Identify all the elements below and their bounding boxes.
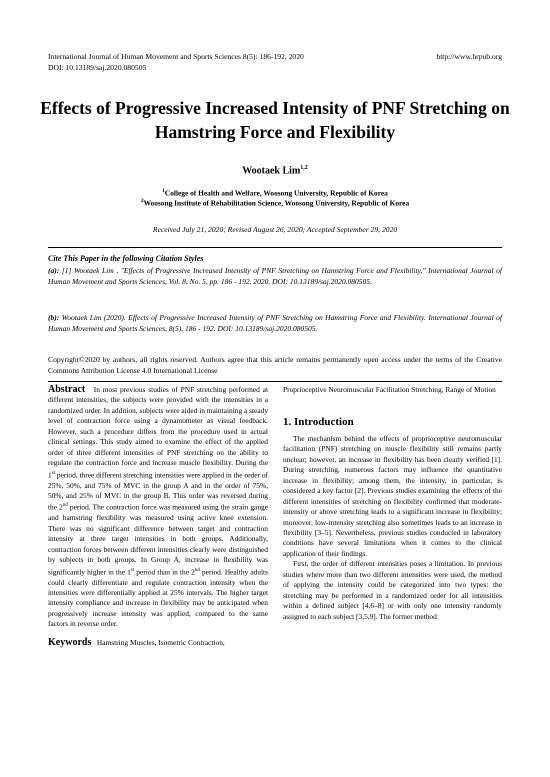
received-dates: Received July 21, 2020; Revised August 26, 2020; Accepted September 29, 2020 xyxy=(152,225,398,234)
divider-top xyxy=(48,247,502,248)
keywords-heading: Keywords xyxy=(48,636,92,648)
cite-heading: Cite This Paper in the following Citation Styles xyxy=(48,254,204,263)
journal-header: International Journal of Human Movement and Sports Sciences 8(5): 186-192, 2020 xyxy=(48,52,304,61)
affiliation-2 xyxy=(0,196,550,208)
doi-header: DOI: 10.13189/saj.2020.080505 xyxy=(48,63,147,72)
journal-url[interactable]: http://www.hrpub.org xyxy=(436,52,502,61)
abstract-text-1: In most previous studies of PNF stretching performed at different intensities, the subjects were provided with the intensities in a randomized order. In addition, subjects were aided in maintaining a steady level of contraction force using a dynamometer as visual feedback. However, such a procedure differs from the procedure used in actual clinical settings. This study aimed to examine the effect of the applied order of three different intensities of PNF stretching on the ability to regulate the contraction force and increase muscle flexibility. During the 1 xyxy=(48,385,269,480)
affiliation-1-text: College of Health and Welfare, Woosong University, Republic of Korea xyxy=(164,188,388,198)
cite-a-text: [1] Wootaek Lim , "Effects of Progressive Increased Intensity of PNF Stretching on Hamstring Force and Flexibility," International Journal of Human Movement and Sports Sciences, Vol. 8, No. 5, pp. 186 - 192, 2020. DOI: 10.13189/saj.2020.080505. xyxy=(48,266,503,286)
cite-a-label: (a): xyxy=(48,266,60,275)
affiliation-2-text: Woosong Institute of Rehabilitation Science, Woosong University, Republic of Korea xyxy=(143,198,410,208)
copyright-notice: Copyright©2020 by authors, all rights reserved. Authors agree that this article remains permanently open access under the terms of the Creative Commons Attribution License 4.0 International License xyxy=(48,355,502,375)
abstract-text-2: period, three different stretching intensities were applied in the order of 25%, 50%, and 75% of MVC in the group A and in the order of 75%, 50%, and 25% of MVC in the group B. This order was reversed during the 2 xyxy=(48,470,268,512)
abstract-text-4: period than in the 2 xyxy=(134,567,195,577)
keywords-continuation: Proprioceptive Neuromuscular Facilitation Stretching, Range of Motion xyxy=(283,385,496,394)
right-column xyxy=(283,385,502,622)
section-heading-introduction: 1. Introduction xyxy=(283,416,354,429)
abstract-sup-nd-2: nd xyxy=(194,567,200,573)
intro-paragraph-2: First, the order of different intensities poses a limitation. In previous studies where more than two different intensities were used, the method of applying the intensity could be categorized into two types: the stretching may be performed in a randomized order for all intensities within a defined subject [4,6–8] or with only one intensity randomly assigned to each subject [3,5,9]. The former method xyxy=(283,559,502,621)
abstract-sup-st-2: st xyxy=(130,567,135,573)
abstract-text-3: period. The contraction force was measured using the strain gauge and hamstring flexibility was measured using active knee extension. There was no significant difference between target and contraction intensity at three target intensities in both groups. Additionally, contraction forces between different intensities clearly were distinguished by subjects in both groups. In Group A, increase in flexibility was significantly higher in the 1 xyxy=(48,502,269,577)
author-affiliation-sup: 1,2 xyxy=(300,165,308,171)
abstract-heading: Abstract xyxy=(48,384,86,395)
cite-b-text: Wootaek Lim (2020). Effects of Progressive Increased Intensity of PNF Stretching on Hamstring Force and Flexibility. International Journal of Human Movement and Sports Sciences, 8(5), 186 - 192. DOI: 10.13189/saj.2020.080505. xyxy=(48,313,503,333)
abstract-sup-st-1: st xyxy=(51,470,56,476)
cite-b-label: (b): xyxy=(48,313,60,322)
abstract-sup-nd-1: nd xyxy=(62,503,68,509)
affiliation-1-sup: 1 xyxy=(162,188,165,194)
paper-title: Effects of Progressive Increased Intensity of PNF Stretching on Hamstring Force and Flexibility xyxy=(40,98,510,142)
intro-paragraph-1: The mechanism behind the effects of proprioceptive neuromuscular facilitation (PNF) stretching on muscle flexibility still remains partly unclear; however, an increase in flexibility has been clearly verified [1]. During stretching, numerous factors may influence the quantitative increase in flexibility; among them, the intensity, in particular, is considered a key factor [2]. Previous studies examining the effects of the different intensities of stretching on flexibility confirmed that moderate-intensity or above stretching leads to a significant increase in flexibility; moreover, low-intensity stretching also sometimes leads to an increase in flexibility [3–5]. Nevertheless, previous studies conducted in laboratory conditions have several limitations when it comes to the clinical application of their findings. xyxy=(283,433,502,558)
abstract-block xyxy=(48,385,268,648)
divider-bottom xyxy=(48,381,502,382)
abstract-text-5: period. Healthy adults could clearly differentiate and regulate contraction intensity when the intensities were differentially applied at 25% intervals. The higher target intensity compliance and increase in flexibility may be anticipated when progressively increase intensity was applied, compared to the same factors in reverse order. xyxy=(48,567,268,629)
affiliation-2-sup: 2 xyxy=(140,198,144,204)
keywords-text-left: Hamstring Muscles, Isometric Contraction, xyxy=(96,637,225,647)
cite-style-a xyxy=(48,266,502,287)
author-name: Wootaek Lim xyxy=(242,165,301,177)
cite-style-b xyxy=(48,313,502,334)
author-line xyxy=(0,165,550,176)
